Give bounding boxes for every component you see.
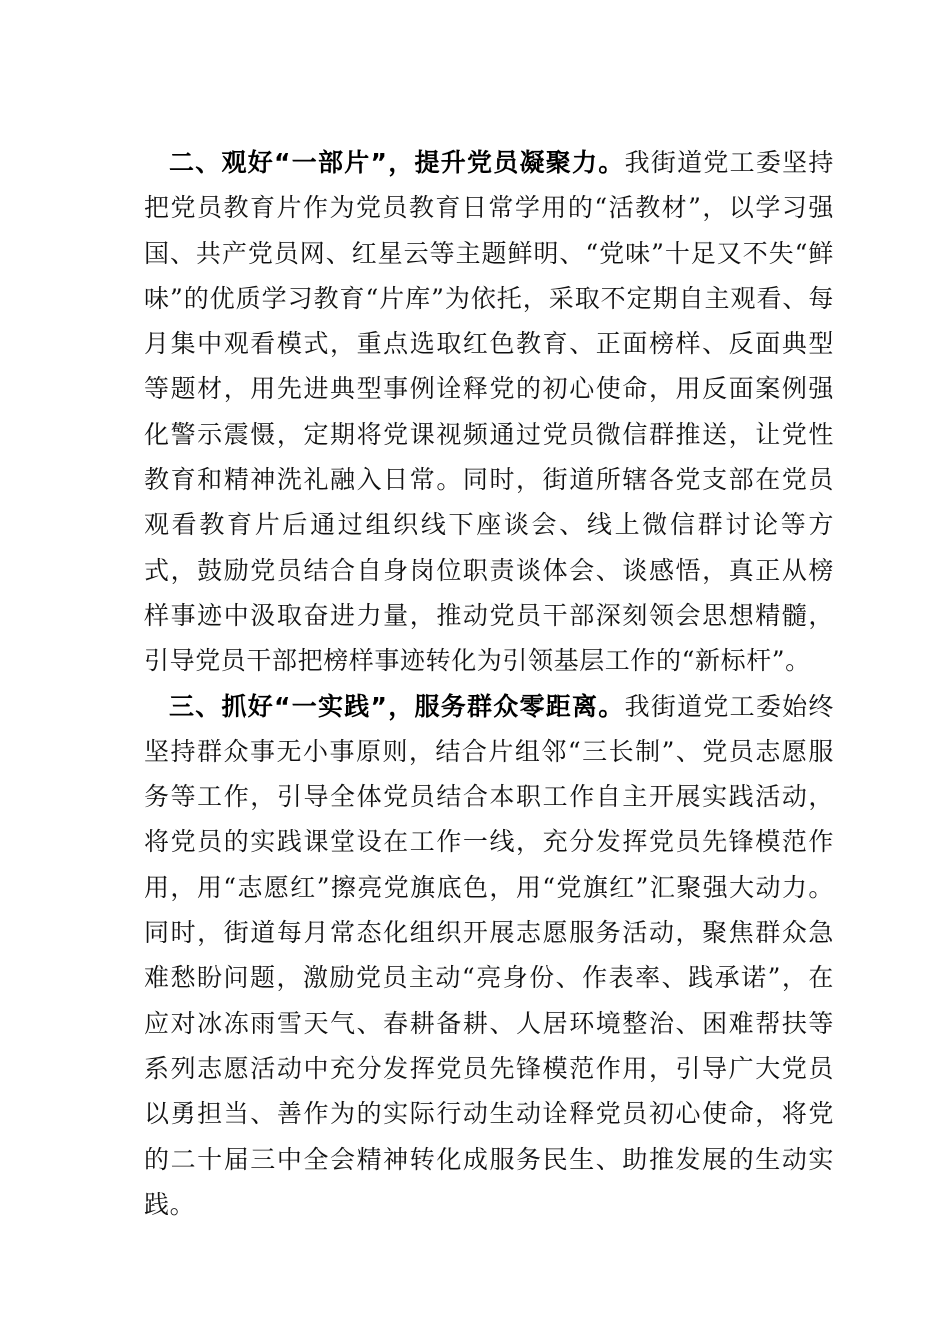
paragraph-2-heading: 二、观好“一部片”，提升党员凝聚力。	[169, 148, 625, 177]
paragraph-3-text: 我街道党工委始终坚持群众事无小事原则，结合片组邻“三长制”、党员志愿服务等工作，引导全体党员结合本职工作自主开展实践活动，将党员的实践课堂设在工作一线，充分发挥党员先锋模范作用，用“志愿红”擦亮党旗底色，用“党旗红”汇聚强大动力。同时，街道每月常态化组织开展志愿服务活动，聚焦群众急难愁盼问题，激励党员主动“亮身份、作表率、践承诺”，在应对冰冻雨雪天气、春耕备耕、人居环境整治、困难帮扶等系列志愿活动中充分发挥党员先锋模范作用，引导广大党员以勇担当、善作为的实际行动生动诠释党员初心使命，将党的二十届三中全会精神转化成服务民生、助推发展的生动实践。	[144, 691, 834, 1219]
paragraph-3	[144, 684, 834, 1228]
document-body	[144, 140, 834, 1227]
paragraph-3-heading: 三、抓好“一实践”，服务群众零距离。	[169, 691, 625, 721]
paragraph-2-text: 我街道党工委坚持把党员教育片作为党员教育日常学用的“活教材”，以学习强国、共产党员网、红星云等主题鲜明、“党味”十足又不失“鲜味”的优质学习教育“片库”为依托，采取不定期自主观看、每月集中观看模式，重点选取红色教育、正面榜样、反面典型等题材，用先进典型事例诠释党的初心使命，用反面案例强化警示震慑，定期将党课视频通过党员微信群推送，让党性教育和精神洗礼融入日常。同时，街道所辖各党支部在党员观看教育片后通过组织线下座谈会、线上微信群讨论等方式，鼓励党员结合自身岗位职责谈体会、谈感悟，真正从榜样事迹中汲取奋进力量，推动党员干部深刻领会思想精髓，引导党员干部把榜样事迹转化为引领基层工作的“新标杆”。	[144, 148, 834, 676]
paragraph-2	[144, 140, 834, 684]
